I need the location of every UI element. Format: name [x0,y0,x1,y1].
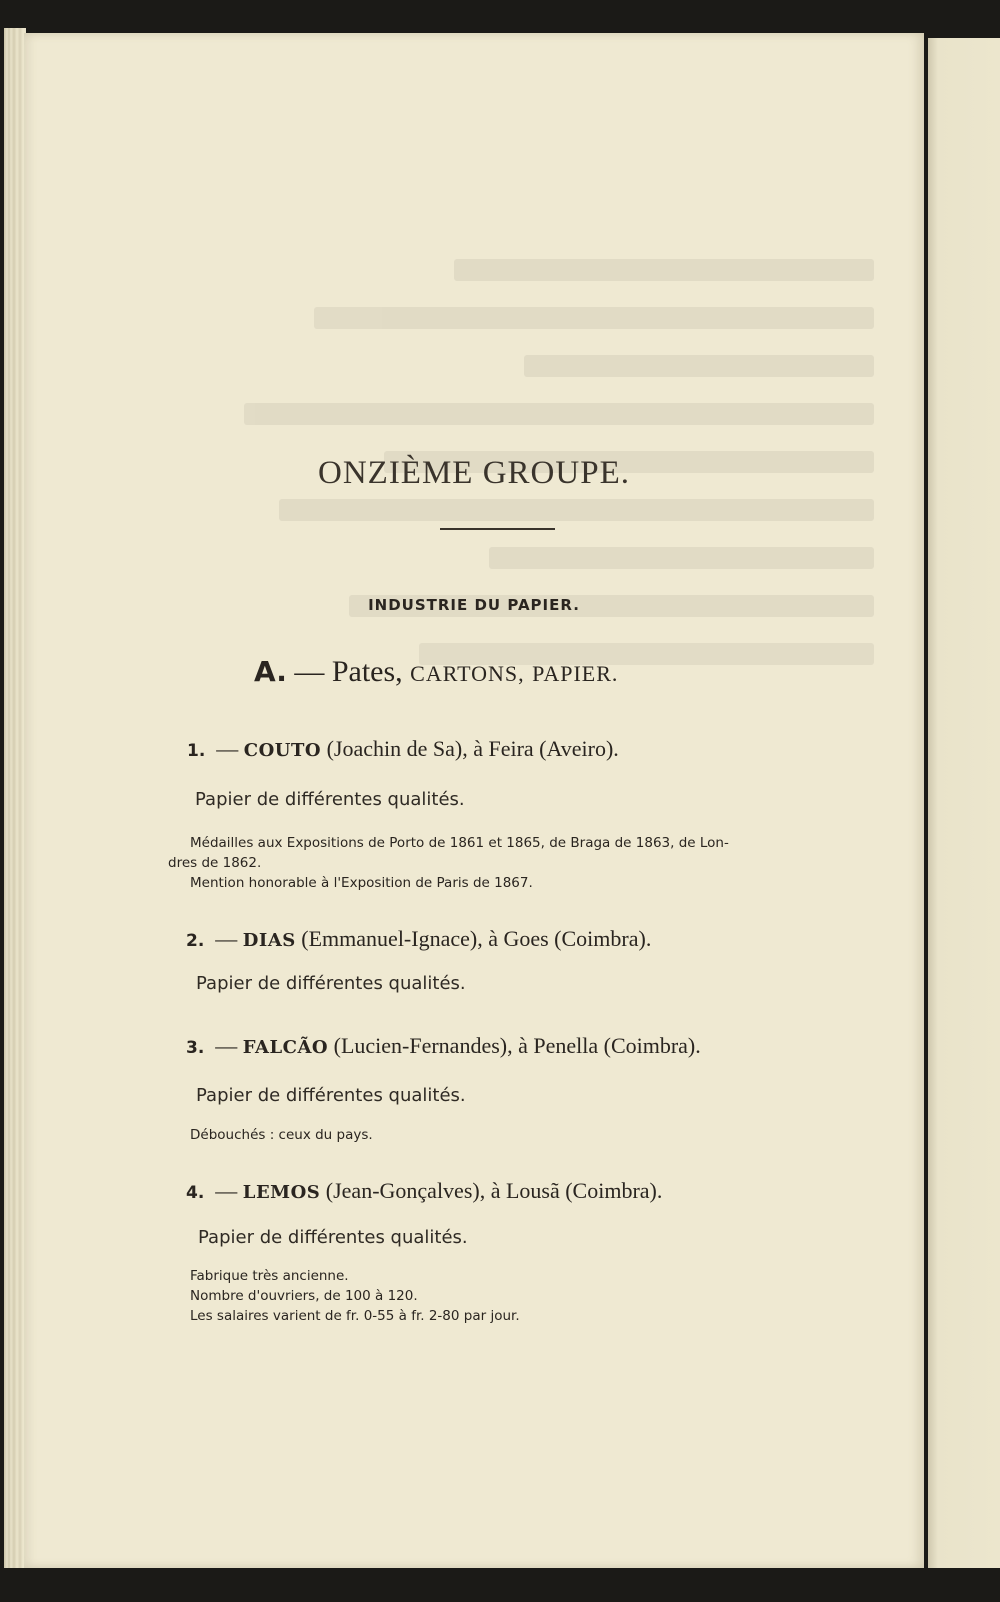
entry-note: Débouchés : ceux du pays. [190,1127,373,1143]
entry-product: Papier de différentes qualités. [196,973,466,994]
entry-name: DIAS [242,930,296,951]
section-word-papier: PAPIER. [532,661,619,686]
entry-note: Les salaires varient de fr. 0-55 à fr. 2-80 par jour. [190,1308,520,1324]
industry-heading: INDUSTRIE DU PAPIER. [368,596,580,614]
entry-note: Médailles aux Expositions de Porto de 1861 et 1865, de Braga de 1863, de Lon- [190,835,729,851]
entry-details: (Lucien-Fernandes), à Penella (Coimbra). [333,1033,701,1058]
entry-number: 3. [186,1038,205,1058]
group-title: ONZIÈME GROUPE. [318,455,630,491]
section-heading [254,655,618,689]
entry-note: Fabrique très ancienne. [190,1268,349,1284]
entry-number: 4. [186,1183,205,1203]
entry-name: FALCÃO [242,1037,329,1058]
entry-number: 1. [187,741,206,761]
entry-name: COUTO [243,740,322,761]
entry-dash: — [216,736,239,761]
entry-details: (Joachin de Sa), à Feira (Aveiro). [326,736,619,761]
section-letter: A. [254,655,287,688]
section-word-pates: Pates, [331,655,403,688]
entry-dash: — [215,926,238,951]
title-divider [440,528,555,530]
entry-details: (Emmanuel-Ignace), à Goes (Coimbra). [301,926,652,951]
entry-dash: — [215,1178,238,1203]
entry-product: Papier de différentes qualités. [198,1227,468,1248]
entry-heading [186,1178,662,1204]
entry-heading [186,926,651,952]
page-edge-stack [4,28,26,1568]
entry-number: 2. [186,931,205,951]
section-word-cartons: CARTONS, [410,661,525,686]
page-content [24,33,924,1568]
entry-details: (Jean-Gonçalves), à Lousã (Coimbra). [325,1178,663,1203]
entry-note: dres de 1862. [168,855,262,871]
entry-note: Mention honorable à l'Exposition de Paris de 1867. [190,875,533,891]
entry-product: Papier de différentes qualités. [195,789,465,810]
entry-heading [186,1033,701,1059]
section-dash: — [294,655,325,688]
entry-heading [187,736,619,762]
entry-note: Nombre d'ouvriers, de 100 à 120. [190,1288,418,1304]
entry-product: Papier de différentes qualités. [196,1085,466,1106]
facing-page-edge [928,38,1000,1568]
book-page [24,33,924,1568]
entry-name: LEMOS [242,1182,321,1203]
entry-dash: — [215,1033,238,1058]
